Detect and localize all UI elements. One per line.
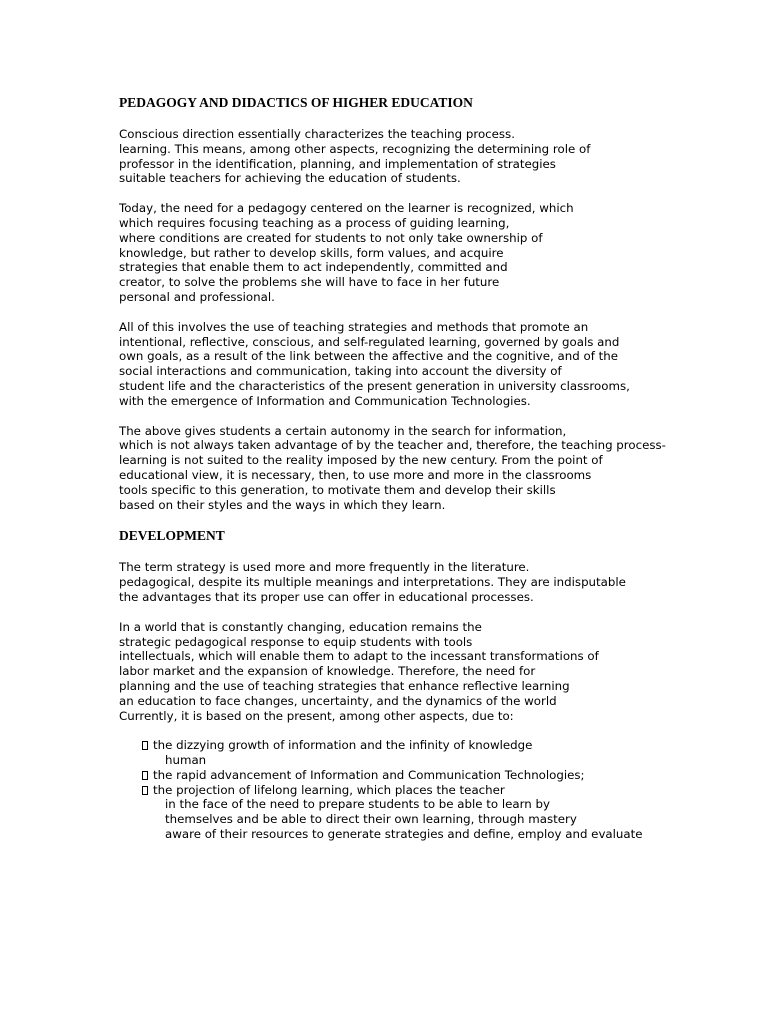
paragraph [119,560,719,604]
bullet-continuation-line: themselves and be able to direct their own learning, through mastery [165,812,577,827]
paragraph-line: with the emergence of Information and Communication Technologies. [119,393,531,408]
paragraph-line: knowledge, but rather to develop skills, form values, and acquire [119,245,504,260]
paragraph-line: which requires focusing teaching as a process of guiding learning, [119,215,510,230]
section-heading-development: DEVELOPMENT [119,528,225,544]
bullet-continuation-line: aware of their resources to generate strategies and define, employ and evaluate [165,827,643,842]
paragraph-line: labor market and the expansion of knowledge. Therefore, the need for [119,664,536,679]
paragraph-line: suitable teachers for achieving the education of students. [119,171,461,186]
paragraph-line: intellectuals, which will enable them to adapt to the incessant transformations of [119,649,599,664]
paragraph-line: All of this involves the use of teaching strategies and methods that promote an [119,319,589,334]
paragraph-line: social interactions and communication, taking into account the diversity of [119,364,562,379]
document-title: PEDAGOGY AND DIDACTICS OF HIGHER EDUCATION [119,95,473,110]
bullet-text: the dizzying growth of information and the infinity of knowledge [153,738,533,753]
paragraph-line: Currently, it is based on the present, among other aspects, due to: [119,708,514,723]
paragraph-line: intentional, reflective, conscious, and self-regulated learning, governed by goals and [119,334,620,349]
paragraph [119,201,719,305]
paragraph-line: student life and the characteristics of the present generation in university classrooms, [119,378,630,393]
paragraph-line: the advantages that its proper use can offer in educational processes. [119,589,534,604]
paragraph-line: The above gives students a certain autonomy in the search for information, [119,423,567,438]
paragraph-line: based on their styles and the ways in which they learn. [119,497,446,512]
paragraph-line: The term strategy is used more and more frequently in the literature. [119,560,530,575]
paragraph-line: which is not always taken advantage of by the teacher and, therefore, the teaching process- [119,438,666,453]
bullet-item [142,783,719,842]
bullet-item [142,768,719,783]
paragraph-line: learning is not suited to the reality imposed by the new century. From the point of [119,453,603,468]
paragraph [119,320,719,409]
bullet-continuation-line: in the face of the need to prepare students to be able to learn by [165,797,550,812]
paragraph-line: Today, the need for a pedagogy centered on the learner is recognized, which [119,201,574,216]
paragraph-line: strategic pedagogical response to equip students with tools [119,634,473,649]
paragraph [119,620,719,724]
paragraph-line: personal and professional. [119,289,275,304]
paragraph-line: learning. This means, among other aspects, recognizing the determining role of [119,141,591,156]
paragraph-line: strategies that enable them to act independently, committed and [119,260,508,275]
paragraph-line: educational view, it is necessary, then, to use more and more in the classrooms [119,467,592,482]
development-section [119,560,719,723]
document-content [119,94,719,842]
paragraph-line: Conscious direction essentially characterizes the teaching process. [119,127,515,141]
paragraph-line: an education to face changes, uncertainty, and the dynamics of the world [119,693,557,708]
paragraph-line: In a world that is constantly changing, education remains the [119,619,482,634]
paragraph-line: own goals, as a result of the link between the affective and the cognitive, and of the [119,349,618,364]
paragraph-line: professor in the identification, planning, and implementation of strategies [119,156,556,171]
paragraph-line: creator, to solve the problems she will have to face in her future [119,275,500,290]
bullet-text: the projection of lifelong learning, which places the teacher [153,782,505,797]
paragraph-line: where conditions are created for students to not only take ownership of [119,230,543,245]
bullet-text: the rapid advancement of Information and Communication Technologies; [153,767,585,782]
paragraph-line: planning and the use of teaching strategies that enhance reflective learning [119,678,570,693]
bullet-continuation-line: human [165,753,207,768]
bullet-list [119,738,719,842]
intro-section [119,127,719,512]
bullet-marker-icon [142,741,148,750]
bullet-marker-icon [142,786,148,795]
paragraph [119,424,719,513]
paragraph [119,127,719,186]
paragraph-line: pedagogical, despite its multiple meanings and interpretations. They are indisputable [119,575,626,590]
paragraph-line: tools specific to this generation, to motivate them and develop their skills [119,482,556,497]
bullet-item [142,738,719,768]
bullet-marker-icon [142,771,148,780]
